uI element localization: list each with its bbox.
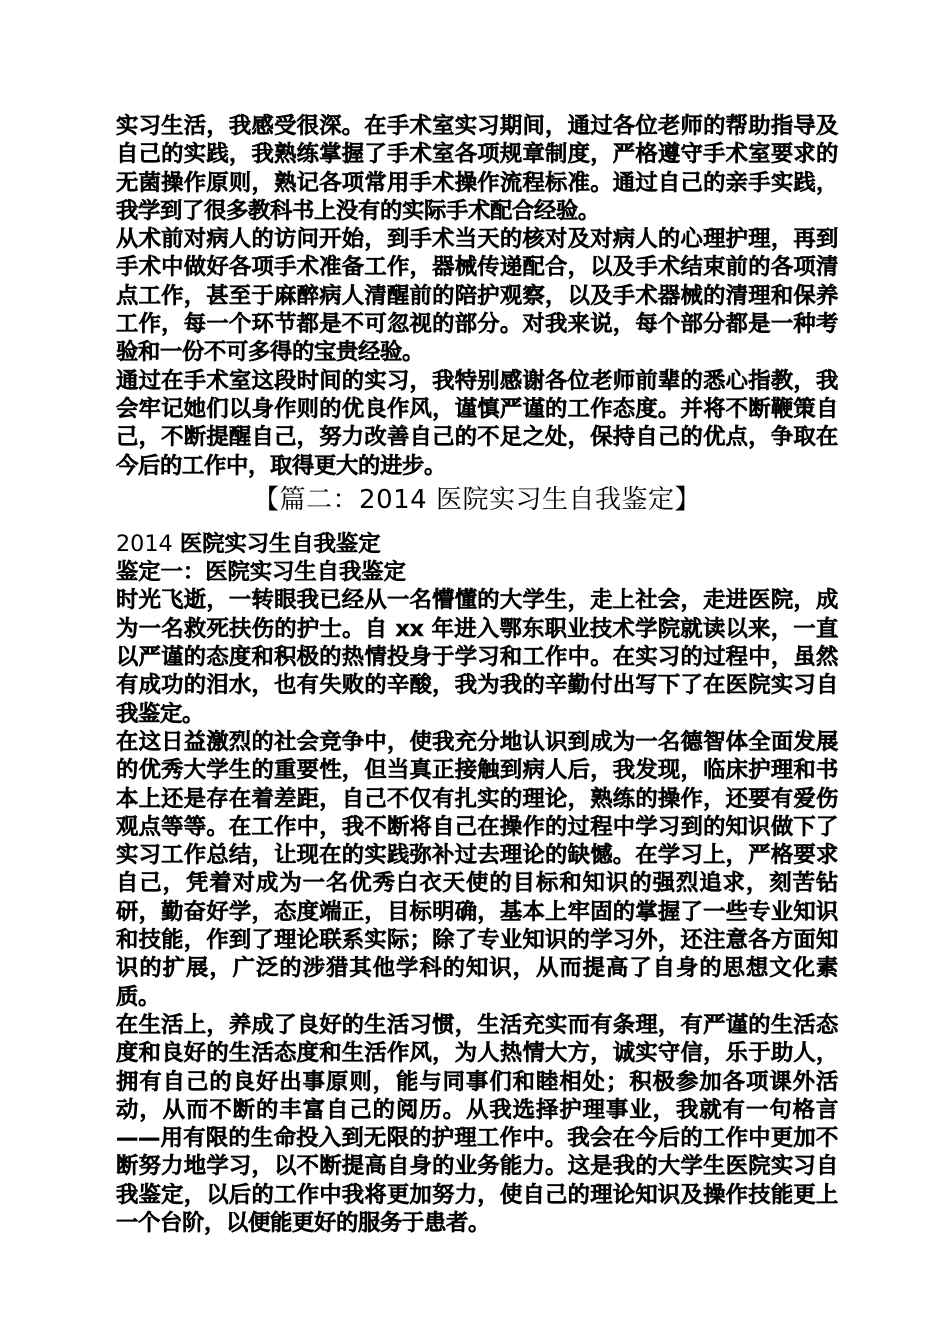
body-paragraph: 从术前对病人的访问开始，到手术当天的核对及对病人的心理护理，再到手术中做好各项手术准备工作，器械传递配合，以及手术结束前的各项清点工作，甚至于麻醉病人清醒前的陪护观察，以及手术器械的清理和保养工作，每一个环节都是不可忽视的部分。对我来说，每个部分都是一种考验和一份不可多得的宝贵经验。	[116, 226, 838, 366]
body-paragraph: 通过在手术室这段时间的实习，我特别感谢各位老师前辈的悉心指教，我会牢记她们以身作则的优良作风，谨慎严谨的工作态度。并将不断鞭策自己，不断提醒自己，努力改善自己的不足之处，保持自己的优点，争取在今后的工作中，取得更大的进步。	[116, 367, 838, 479]
subtitle-text: 医院实习生自我鉴定	[179, 530, 381, 557]
appraisal-subheading: 鉴定一：医院实习生自我鉴定	[116, 559, 406, 586]
body-paragraph: 时光飞逝，一转眼我已经从一名懵懂的大学生，走上社会，走进医院，成为一名救死扶伤的护士。自 xx 年进入鄂东职业技术学院就读以来，一直以严谨的态度和积极的热情投身于学习和工作中。在实习的过程中，虽然有成功的泪水，也有失败的辛酸，我为我的辛勤付出写下了在医院实习自我鉴定。	[116, 587, 838, 727]
body-paragraph: 在生活上，养成了良好的生活习惯，生活充实而有条理，有严谨的生活态度和良好的生活态度和生活作风，为人热情大方，诚实守信，乐于助人，拥有自己的良好出事原则，能与同事们和睦相处；积极参加各项课外活动，从而不断的丰富自己的阅历。从我选择护理事业，我就有一句格言——用有限的生命投入到无限的护理工作中。我会在今后的工作中更加不断努力地学习，以不断提高自身的业务能力。这是我的大学生医院实习自我鉴定，以后的工作中我将更加努力，使自己的理论知识及操作技能更上一个台阶，以便能更好的服务于患者。	[116, 1011, 838, 1236]
body-paragraph: 实习生活，我感受很深。在手术室实习期间，通过各位老师的帮助指导及自己的实践，我熟练掌握了手术室各项规章制度，严格遵守手术室要求的无菌操作原则，熟记各项常用手术操作流程标准。通过自己的亲手实践，我学到了很多教科书上没有的实际手术配合经验。	[116, 113, 838, 224]
body-paragraph: 在这日益激烈的社会竞争中，使我充分地认识到成为一名德智体全面发展的优秀大学生的重要性，但当真正接触到病人后，我发现，临床护理和书本上还是存在着差距，自己不仅有扎实的理论，熟练的操作，还要有爱伤观点等等。在工作中，我不断将自己在操作的过程中学习到的知识做下了实习工作总结，让现在的实践弥补过去理论的缺憾。在学习上，严格要求自己，凭着对成为一名优秀白衣天使的目标和知识的强烈追求，刻苦钻研，勤奋好学，态度端正，目标明确，基本上牢固的掌握了一些专业知识和技能，作到了理论联系实际；除了专业知识的学习外，还注意各方面知识的扩展，广泛的涉猎其他学科的知识，从而提高了自身的思想文化素质。	[116, 728, 838, 1010]
document-body	[116, 112, 838, 1237]
subtitle-year: 2014	[116, 530, 180, 557]
section-title: 【篇二：2014 医院实习生自我鉴定】	[253, 484, 701, 515]
document-subtitle	[116, 530, 838, 558]
